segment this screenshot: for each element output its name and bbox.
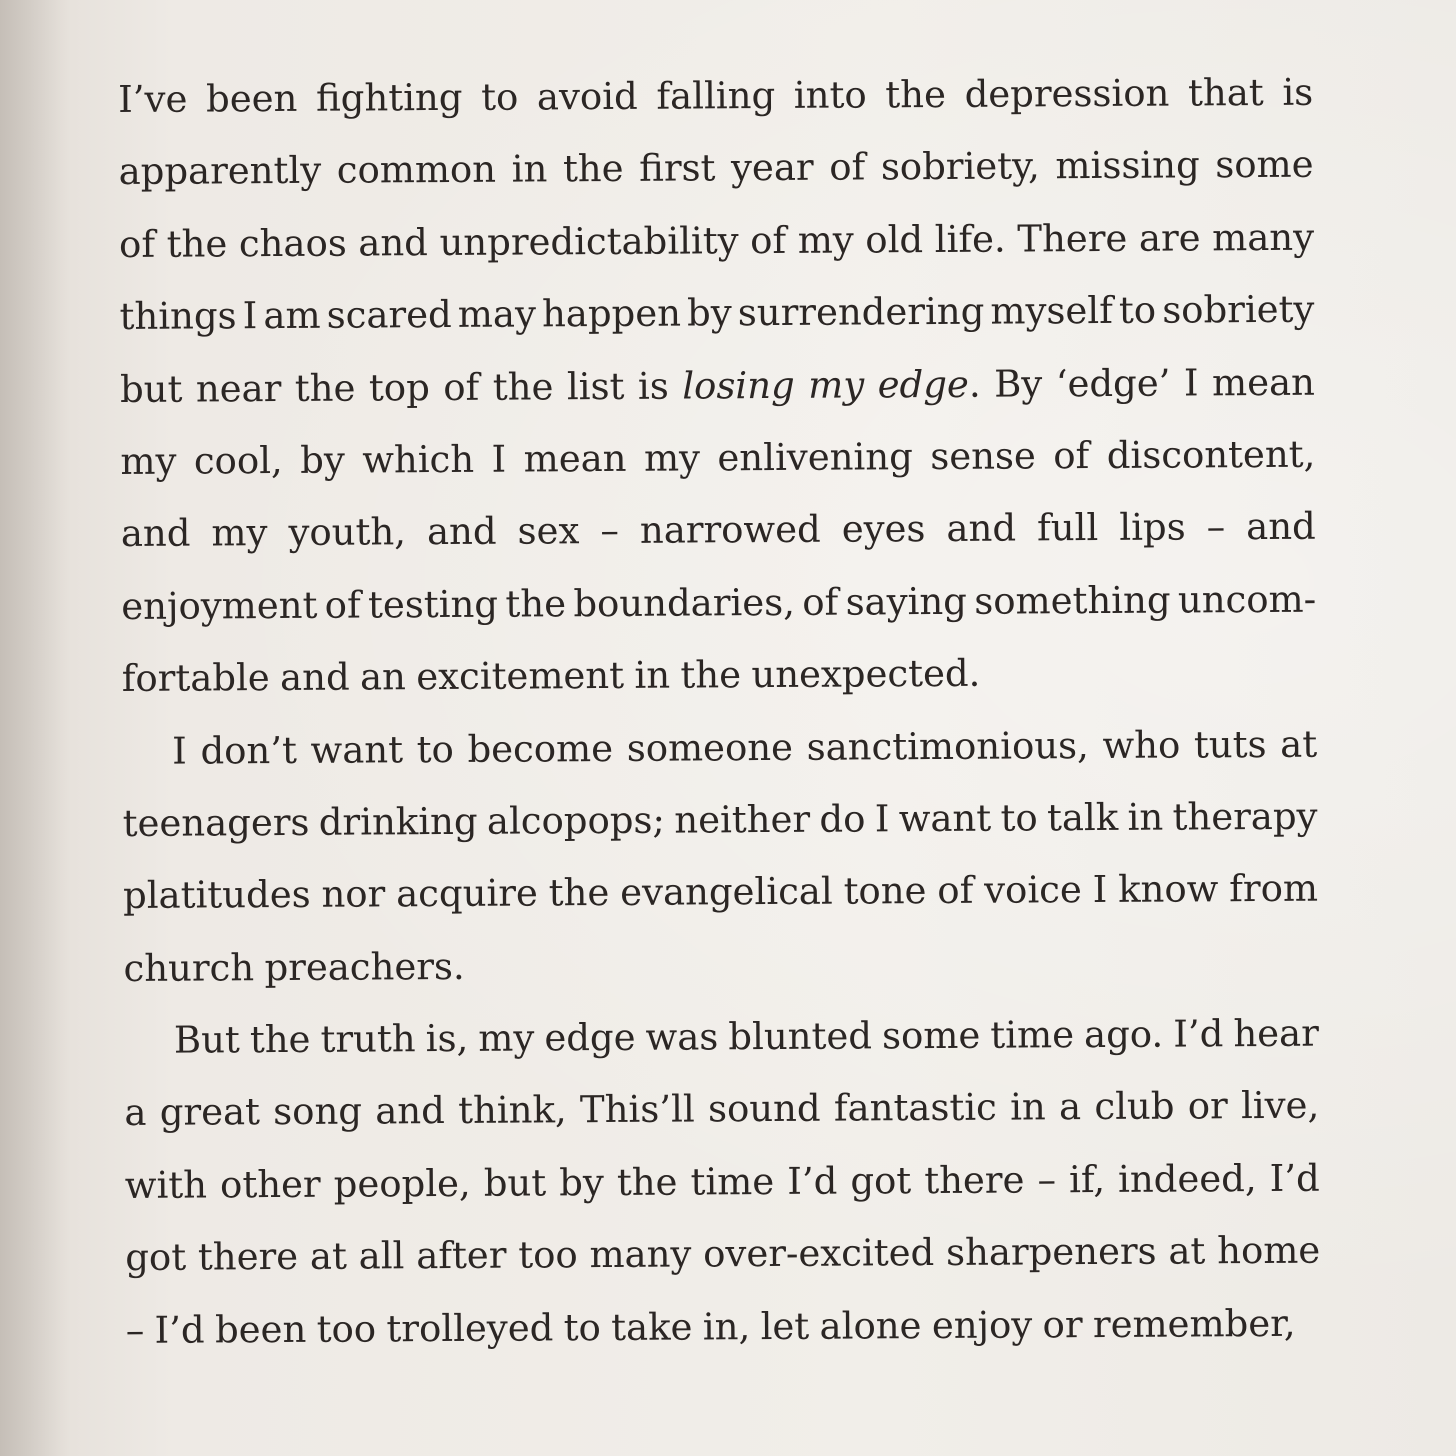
word: enjoy (931, 1303, 1033, 1347)
word: truth (320, 1017, 416, 1061)
word: common (336, 148, 497, 193)
word: know (1118, 867, 1219, 912)
word: things (119, 294, 237, 339)
word: after (416, 1233, 507, 1278)
text-line (118, 129, 1313, 209)
word: in (1127, 795, 1164, 839)
word: the (294, 366, 356, 410)
word: chaos (238, 221, 347, 266)
word: I’ve (118, 77, 188, 121)
word: tuts (1193, 722, 1267, 766)
word: near (195, 366, 282, 411)
word: in (1009, 1085, 1046, 1130)
word: of (324, 583, 361, 627)
body-text (118, 57, 1321, 1367)
word: unexpected. (751, 651, 981, 697)
word: are (1138, 216, 1201, 260)
word: youth, (288, 510, 407, 555)
word: apparently (118, 149, 322, 194)
word: been (214, 1307, 307, 1352)
word: to (481, 75, 519, 119)
word: if, (1068, 1157, 1106, 1202)
word: some (1215, 143, 1314, 187)
word: lips (1119, 505, 1186, 550)
word: I (1092, 868, 1108, 912)
word: which (362, 437, 475, 482)
word: avoid (536, 74, 638, 119)
word: – (1037, 1158, 1057, 1202)
word: want (310, 727, 404, 772)
word: drinking (318, 799, 478, 844)
word: to (1118, 288, 1157, 333)
word: and (120, 511, 191, 556)
word: over-excited (703, 1231, 935, 1276)
text-line (122, 708, 1317, 788)
word: in (511, 147, 548, 191)
word: This’ll (579, 1087, 695, 1132)
word: club (1094, 1085, 1175, 1129)
word: may (457, 292, 537, 337)
word: but (483, 1161, 547, 1205)
word: testing (367, 582, 499, 627)
text-line (125, 1215, 1320, 1295)
word: song (273, 1089, 363, 1134)
word: ago. (1083, 1012, 1164, 1057)
word: great (159, 1090, 261, 1135)
word: cool, (193, 438, 283, 483)
word: trolleyed (386, 1306, 554, 1351)
word: happen (541, 291, 682, 336)
word: the (492, 364, 554, 409)
word: people, (333, 1161, 471, 1206)
text-line (123, 925, 1318, 1005)
text-line (119, 201, 1314, 281)
word: in, (702, 1304, 751, 1349)
word: don’t (200, 728, 298, 773)
text-line (124, 998, 1319, 1078)
word: tone (843, 869, 927, 913)
word: discontent, (1106, 432, 1316, 477)
word: is (1282, 70, 1314, 114)
word: by (300, 438, 345, 482)
word: I (1183, 360, 1199, 405)
word: was (645, 1015, 719, 1059)
text-line (120, 346, 1315, 426)
text-line (119, 274, 1314, 354)
word: to (416, 727, 454, 771)
word: By (994, 361, 1043, 406)
word: take (611, 1305, 693, 1349)
text-line (125, 1143, 1320, 1223)
word: evangelical (620, 869, 833, 915)
word: do (819, 797, 866, 841)
word: got (125, 1235, 187, 1280)
word: is, (425, 1016, 469, 1061)
text-line (120, 419, 1315, 499)
word: – (125, 1308, 145, 1352)
word: all (358, 1234, 405, 1278)
word: a (124, 1091, 147, 1135)
word: the (616, 1160, 678, 1204)
text-line (122, 636, 1317, 716)
word: voice (984, 868, 1082, 913)
word: surrendering (737, 289, 985, 335)
word: edge. (877, 362, 981, 406)
word: is (637, 364, 669, 408)
paragraph (124, 998, 1321, 1367)
text-line (118, 57, 1313, 137)
word: too (518, 1233, 578, 1277)
word: become (467, 726, 614, 771)
word: with (124, 1163, 208, 1207)
word: my (643, 436, 701, 480)
word: got (850, 1159, 912, 1203)
word: my (797, 218, 854, 262)
word: uncom- (1177, 577, 1317, 622)
word: saying (845, 579, 968, 624)
word: life. (934, 217, 1006, 261)
word: sex (517, 509, 580, 553)
word: my (211, 511, 268, 555)
word: of (829, 145, 866, 190)
word: remember, (1092, 1301, 1296, 1346)
word: I (491, 437, 507, 481)
text-line (122, 781, 1317, 861)
word: teenagers (122, 800, 310, 845)
word: to (563, 1305, 601, 1349)
word: But (173, 1018, 240, 1062)
word: of (937, 869, 974, 913)
word: think, (458, 1088, 567, 1133)
word: into (793, 73, 867, 117)
word: therapy (1172, 794, 1318, 839)
word: to (1000, 796, 1038, 840)
word: alcopops; (486, 798, 666, 843)
word: and (279, 655, 350, 700)
word: hear (1233, 1011, 1319, 1056)
word: a (1058, 1085, 1082, 1129)
word: the (680, 653, 742, 697)
word: I’d (1269, 1156, 1320, 1200)
word: my (478, 1016, 535, 1060)
word: edge (544, 1015, 636, 1060)
word: mean (1211, 360, 1316, 404)
word: list (566, 364, 625, 408)
word: many (1212, 215, 1315, 260)
word: full (1036, 506, 1099, 550)
word: time (990, 1013, 1075, 1057)
word: of (750, 218, 787, 262)
word: losing (682, 363, 795, 408)
word: nor (321, 872, 386, 917)
paragraph (118, 57, 1317, 716)
word: and (375, 1089, 446, 1133)
word: sharpeners (945, 1229, 1157, 1275)
word: I’d (1173, 1012, 1224, 1056)
word: my (120, 439, 177, 483)
word: of (118, 222, 156, 266)
word: someone (626, 725, 794, 770)
word: There (1017, 216, 1128, 261)
word: by (559, 1160, 604, 1205)
word: the (249, 1017, 311, 1062)
word: other (219, 1162, 321, 1207)
word: the (562, 147, 624, 191)
word: something (974, 578, 1171, 623)
word: I (242, 294, 258, 338)
word: sanctimonious, (806, 723, 1089, 769)
word: scared (326, 293, 452, 337)
word: some (881, 1013, 981, 1058)
word: I’d (787, 1159, 838, 1203)
word: platitudes (122, 873, 311, 918)
word: want (898, 796, 992, 841)
word: fighting (315, 75, 463, 120)
word: preachers. (264, 944, 465, 989)
word: but (119, 367, 183, 411)
word: myself (990, 289, 1113, 333)
text-line (121, 563, 1316, 643)
word: the (505, 582, 567, 626)
word: am (263, 293, 321, 338)
word: talk (1046, 795, 1119, 840)
paragraph (122, 708, 1319, 1005)
word: many (589, 1232, 692, 1277)
word: or (1042, 1302, 1083, 1347)
word: fortable (121, 656, 270, 701)
word: who (1102, 723, 1181, 767)
word: depression (964, 71, 1170, 116)
word: been (205, 76, 298, 121)
word: missing (1055, 143, 1200, 188)
word: there (924, 1158, 1025, 1202)
word: an (359, 655, 407, 699)
word: and (946, 506, 1017, 551)
word: first (639, 146, 716, 191)
word: falling (656, 73, 776, 118)
word: enlivening (717, 435, 913, 480)
word: top (368, 365, 430, 410)
word: too (316, 1307, 377, 1351)
word: boundaries, (573, 580, 796, 625)
word: that (1187, 71, 1264, 115)
word: old (865, 217, 924, 262)
word: mean (523, 436, 627, 481)
text-line (126, 1287, 1321, 1367)
text-line (124, 1070, 1319, 1150)
word: or (1187, 1084, 1228, 1128)
word: of (802, 580, 839, 624)
word: neither (674, 797, 811, 842)
word: fantastic (833, 1086, 997, 1131)
word: there (197, 1235, 299, 1279)
word: time (690, 1159, 775, 1204)
word: sense (930, 434, 1037, 478)
word: let (760, 1304, 810, 1348)
word: the (166, 222, 228, 266)
word: I (874, 797, 890, 841)
word: at (309, 1234, 348, 1279)
word: live, (1240, 1084, 1320, 1128)
word: blunted (728, 1014, 873, 1059)
word: in (634, 653, 671, 697)
word: alone (819, 1303, 922, 1348)
word: by (686, 291, 732, 335)
word: the (548, 871, 610, 915)
word: ‘edge’ (1055, 361, 1171, 405)
word: acquire (396, 871, 539, 916)
word: sound (707, 1087, 821, 1131)
word: I’d (154, 1308, 205, 1352)
word: my (808, 363, 865, 407)
text-line (123, 853, 1318, 933)
word: indeed, (1117, 1156, 1257, 1201)
word: enjoyment (121, 583, 318, 628)
word: sobriety, (880, 144, 1040, 189)
word: of (1053, 434, 1090, 478)
page-gutter-shadow (0, 0, 70, 1456)
word: and (426, 510, 497, 554)
word: narrowed (639, 508, 821, 553)
word: year (730, 146, 814, 190)
word: – (600, 509, 620, 553)
text-line (121, 491, 1316, 571)
word: home (1217, 1228, 1321, 1273)
word: the (885, 72, 947, 117)
word: – (1206, 505, 1226, 549)
word: of (443, 365, 480, 409)
word: unpredictability (439, 218, 739, 264)
word: at (1168, 1229, 1206, 1273)
word: and (358, 220, 429, 265)
word: at (1280, 722, 1318, 766)
word: from (1229, 866, 1319, 911)
word: church (123, 945, 255, 990)
word: I (172, 729, 187, 773)
word: and (1246, 505, 1316, 549)
word: sobriety (1162, 287, 1315, 332)
word: eyes (841, 507, 926, 551)
word: excitement (416, 654, 625, 699)
